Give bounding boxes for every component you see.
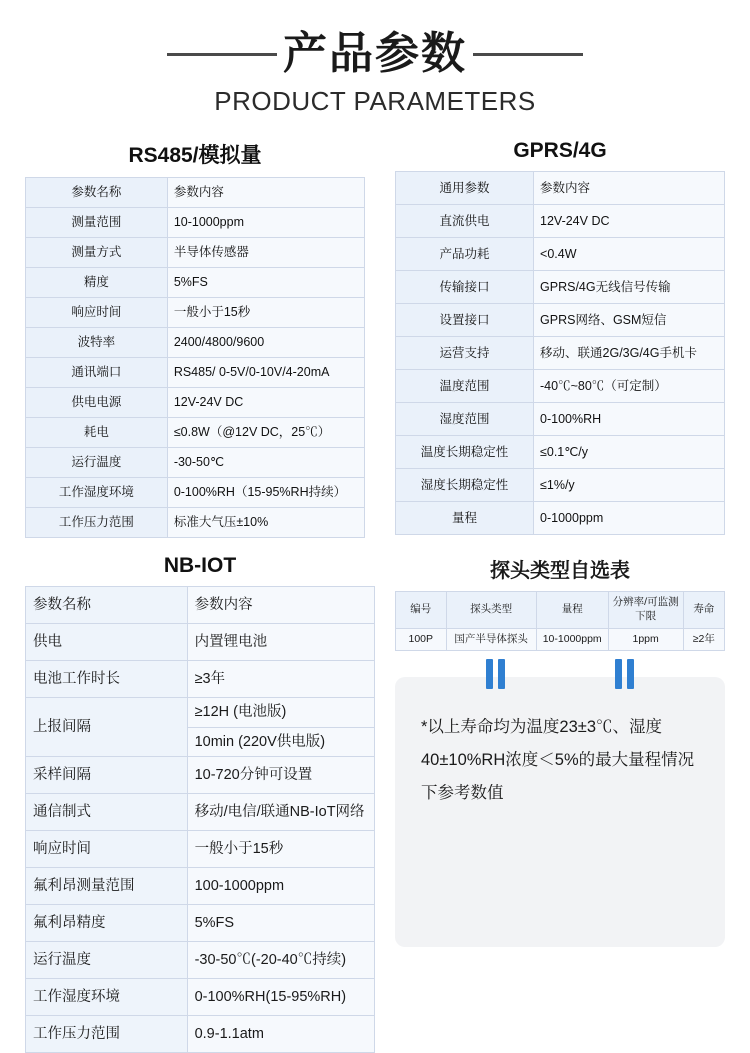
cell-value: 2400/4800/9600 [167,328,364,358]
cell-key: 运行温度 [26,448,168,478]
cell-value: 参数内容 [187,587,374,624]
cell-resolution: 1ppm [608,628,683,651]
upper-columns [0,117,750,538]
cell-id: 100P [396,628,447,651]
cell-key: 运行温度 [26,941,188,978]
title-dash-left [167,53,277,56]
table-row [26,756,375,793]
cell-value: 100-1000ppm [187,867,374,904]
gprs-title: GPRS/4G [513,139,607,163]
rs485-title: RS485/模拟量 [128,144,262,168]
cell-value: <0.4W [534,238,725,271]
table-row [26,178,365,208]
table-row [26,1015,375,1052]
table-row [26,268,365,298]
table-row [26,298,365,328]
table-row [26,978,375,1015]
table-row [26,941,375,978]
quote-icon-right [615,659,634,689]
table-row [26,624,375,661]
cell-key: 耗电 [26,418,168,448]
quote-marks [395,659,725,689]
table-row [396,337,725,370]
rs485-section [25,139,365,538]
cell-key: 电池工作时长 [26,661,188,698]
cell-key: 参数名称 [26,178,168,208]
cell-value: ≤1%/y [534,469,725,502]
table-row [26,328,365,358]
table-row [26,238,365,268]
cell-key: 测量方式 [26,238,168,268]
cell-key: 量程 [396,502,534,535]
table-row [26,830,375,867]
cell-key: 供电电源 [26,388,168,418]
cell-value: -30-50℃ [167,448,364,478]
table-row [26,661,375,698]
cell-key: 工作压力范围 [26,1015,188,1052]
cell-key: 氟利昂精度 [26,904,188,941]
table-row [26,698,375,757]
quote-icon-left [486,659,505,689]
table-row [26,478,365,508]
cell-key: 波特率 [26,328,168,358]
cell-value: RS485/ 0-5V/0-10V/4-20mA [167,358,364,388]
table-row [396,403,725,436]
cell-value: 一般小于15秒 [187,830,374,867]
cell-value: 10-720分钟可设置 [187,756,374,793]
cell-value: 0-100%RH [534,403,725,436]
gprs-table [395,171,725,535]
cell-key: 湿度范围 [396,403,534,436]
table-row [396,205,725,238]
cell-key: 测量范围 [26,208,168,238]
gprs-section [395,139,725,538]
cell-key: 响应时间 [26,830,188,867]
cell-value: 半导体传感器 [167,238,364,268]
nbiot-table [25,586,375,1053]
cell-key: 通用参数 [396,172,534,205]
cell-key: 精度 [26,268,168,298]
cell-value: -40℃~80℃（可定制） [534,370,725,403]
cell-value: GPRS/4G无线信号传输 [534,271,725,304]
cell-value: 参数内容 [534,172,725,205]
cell-value: 0-1000ppm [534,502,725,535]
cell-value-line-2: 10min (220V供电版) [194,733,326,750]
cell-type: 国产半导体探头 [446,628,536,651]
cell-value: ≤0.1℃/y [534,436,725,469]
quote-bar [498,659,505,689]
table-row [396,304,725,337]
page-subtitle: PRODUCT PARAMETERS [214,86,536,117]
cell-key: 设置接口 [396,304,534,337]
table-row [396,271,725,304]
cell-key: 响应时间 [26,298,168,328]
cell-value: 10-1000ppm [167,208,364,238]
note-text: *以上寿命均为温度23±3℃、湿度40±10%RH浓度＜5%的最大量程情况下参考数值 [421,718,695,803]
table-row [26,388,365,418]
cell-key: 湿度长期稳定性 [396,469,534,502]
quote-bar [615,659,622,689]
cell-key: 供电 [26,624,188,661]
cell-key: 通信制式 [26,793,188,830]
table-row [396,502,725,535]
cell-value: 0-100%RH(15-95%RH) [187,978,374,1015]
nbiot-section [25,554,375,1053]
table-row [26,904,375,941]
page-title: 产品参数 [283,29,467,78]
title-dash-right [473,53,583,56]
cell-key: 通讯端口 [26,358,168,388]
cell-value: -30-50℃(-20-40℃持续) [187,941,374,978]
cell-key: 参数名称 [26,587,188,624]
cell-range: 10-1000ppm [536,628,608,651]
cell-value: 一般小于15秒 [167,298,364,328]
column-header-life: 寿命 [683,592,724,628]
cell-value: 5%FS [167,268,364,298]
cell-key: 上报间隔 [26,698,188,757]
table-header-row [396,592,725,628]
title-row [0,30,750,78]
cell-key: 产品功耗 [396,238,534,271]
cell-value: ≤0.8W（@12V DC，25℃） [167,418,364,448]
cell-value: 12V-24V DC [534,205,725,238]
cell-key: 工作压力范围 [26,508,168,538]
cell-value-line-1: ≥12H (电池版) [188,698,374,727]
cell-key: 氟利昂测量范围 [26,867,188,904]
probe-title: 探头类型自选表 [490,560,630,583]
cell-value: 0-100%RH（15-95%RH持续） [167,478,364,508]
cell-value: 0.9-1.1atm [187,1015,374,1052]
cell-key: 采样间隔 [26,756,188,793]
page-header [0,0,750,117]
table-row [26,587,375,624]
cell-value: GPRS网络、GSM短信 [534,304,725,337]
cell-value: 标准大气压±10% [167,508,364,538]
cell-value: 移动/电信/联通NB-IoT网络 [187,793,374,830]
table-row [26,448,365,478]
note-card [395,677,725,947]
table-row [396,370,725,403]
cell-value-multiline [187,698,374,757]
table-row [26,418,365,448]
table-row [26,358,365,388]
lower-columns [0,538,750,1053]
table-row [396,436,725,469]
table-row [396,469,725,502]
cell-value: 内置锂电池 [187,624,374,661]
quote-bar [627,659,634,689]
cell-value: 参数内容 [167,178,364,208]
rs485-table [25,177,365,538]
nbiot-title: NB-IOT [163,554,237,578]
column-header-range: 量程 [536,592,608,628]
cell-key: 工作湿度环境 [26,478,168,508]
column-header-resolution: 分辨率/可监测下限 [608,592,683,628]
cell-value: 12V-24V DC [167,388,364,418]
table-row [396,238,725,271]
cell-value: 移动、联通2G/3G/4G手机卡 [534,337,725,370]
table-row [396,172,725,205]
cell-value: ≥3年 [187,661,374,698]
cell-key: 工作湿度环境 [26,978,188,1015]
probe-table [395,591,725,651]
cell-key: 温度长期稳定性 [396,436,534,469]
table-row [26,508,365,538]
table-row [26,793,375,830]
cell-key: 温度范围 [396,370,534,403]
cell-key: 传输接口 [396,271,534,304]
column-header-id: 编号 [396,592,447,628]
quote-bar [486,659,493,689]
probe-section [395,554,725,1053]
table-row [396,628,725,651]
column-header-type: 探头类型 [446,592,536,628]
cell-key: 运营支持 [396,337,534,370]
table-row [26,208,365,238]
cell-key: 直流供电 [396,205,534,238]
cell-life: ≥2年 [683,628,724,651]
cell-value: 5%FS [187,904,374,941]
table-row [26,867,375,904]
